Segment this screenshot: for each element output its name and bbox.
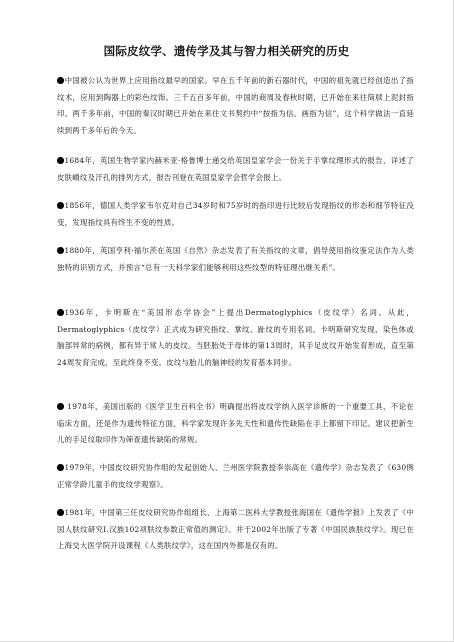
paragraph-text: 1981年，中国第三任皮纹研究协作组组长、上海第二医科大学教授张海国在《遗传学报》上发表了《中国人肤纹研究Ⅰ.汉族102项肤纹参数正常值的测定》。并于2002年出版了专著《中国民族肤纹学》。现已在上海交大医学院开设课程《人类肤纹学》，这在国内外都是仅有的。 — [57, 508, 414, 551]
paragraph-text: 1880年，英国亨利·福尔茨在英国《自然》杂志发表了有关指纹的文章，倡导使用指纹鉴定法作为人类独特的识别方式，并预言“总有一天科学家们能够利用这些纹型的特征理出继关系”。 — [57, 246, 414, 272]
paragraph-text: 1979年，中国皮纹研究协作组的发起创始人、兰州医学院教授李崇高在《遗传学》杂志发表了《630例正常学龄儿童手的皮纹学观察》。 — [57, 463, 414, 489]
bullet-icon — [57, 403, 64, 410]
paragraph-1856 — [57, 198, 414, 231]
paragraph-1979 — [57, 460, 414, 493]
paragraph-text: 1684年，英国生物学家内赫米亚·格鲁博士递交给英国皇家学会一份关于手掌纹理形式的报告，详述了皮肤嵴纹及汗孔的排列方式。报告刊登在英国皇家学会哲学会报上。 — [57, 156, 414, 182]
bullet-icon — [57, 157, 64, 164]
bullet-icon — [57, 202, 64, 209]
bullet-icon — [57, 247, 64, 254]
paragraph-1880 — [57, 243, 414, 276]
paragraph-1684 — [57, 153, 414, 186]
paragraph-text: 1936年，卡明斯在“美国形态学协会”上提出Dermatoglyphics（皮纹学）名词。从此，Dermatoglyphics（皮纹学）正式成为研究指纹、掌纹、趾纹的专用名词。卡明斯研究发现，染色体或脑部异常的病例，都有异于常人的皮纹。当胚胎处于母体的第13周时，其手足皮纹开始发育形成，直至第24周发育完成，至此终身不变。皮纹与胎儿的脑神经的发育基本同步。 — [57, 308, 414, 367]
paragraph-1936 — [57, 305, 414, 371]
paragraph-ancient-china — [57, 73, 414, 139]
paragraph-text: 1856年，德国人类学家韦尔克对自己34岁时和75岁时的指印进行比较后发现指纹的形态和细节特征没变，发现指纹具有终生不变的性质。 — [57, 201, 414, 227]
paragraph-1978 — [57, 399, 414, 449]
bullet-icon — [57, 509, 64, 516]
bullet-icon — [57, 464, 64, 471]
bullet-icon — [57, 309, 64, 316]
paragraph-text: 1978年，美国出版的《医学卫生百科全书》明确提出将皮纹学纳入医学诊断的一个重要工具，不论在临床方面，还是作为遗传特征方面，科学家发现许多先天性和遗传性缺陷在手上都留下印记。建议把新生儿的手足纹取印作为筛查遗传缺陷的常规。 — [57, 402, 414, 445]
page-title: 国际皮纹学、遗传学及其与智力相关研究的历史 — [103, 44, 350, 58]
paragraph-text: 中国被公认为世界上应用指纹最早的国家。早在五千年前的新石器时代，中国的祖先就已经创造出了指纹术，应用到陶器上的彩色纹饰。三千五百多年前，中国的商周及春秋时期，已开始在来往简牍上泥封指印。两千多年前，中国的秦汉时期已开始在来往文书契约中“按指为信、画指为信”，这个科学做法一直延续到两千多年后的今天。 — [57, 76, 414, 135]
paragraph-1981 — [57, 505, 414, 555]
bullet-icon — [57, 77, 64, 84]
